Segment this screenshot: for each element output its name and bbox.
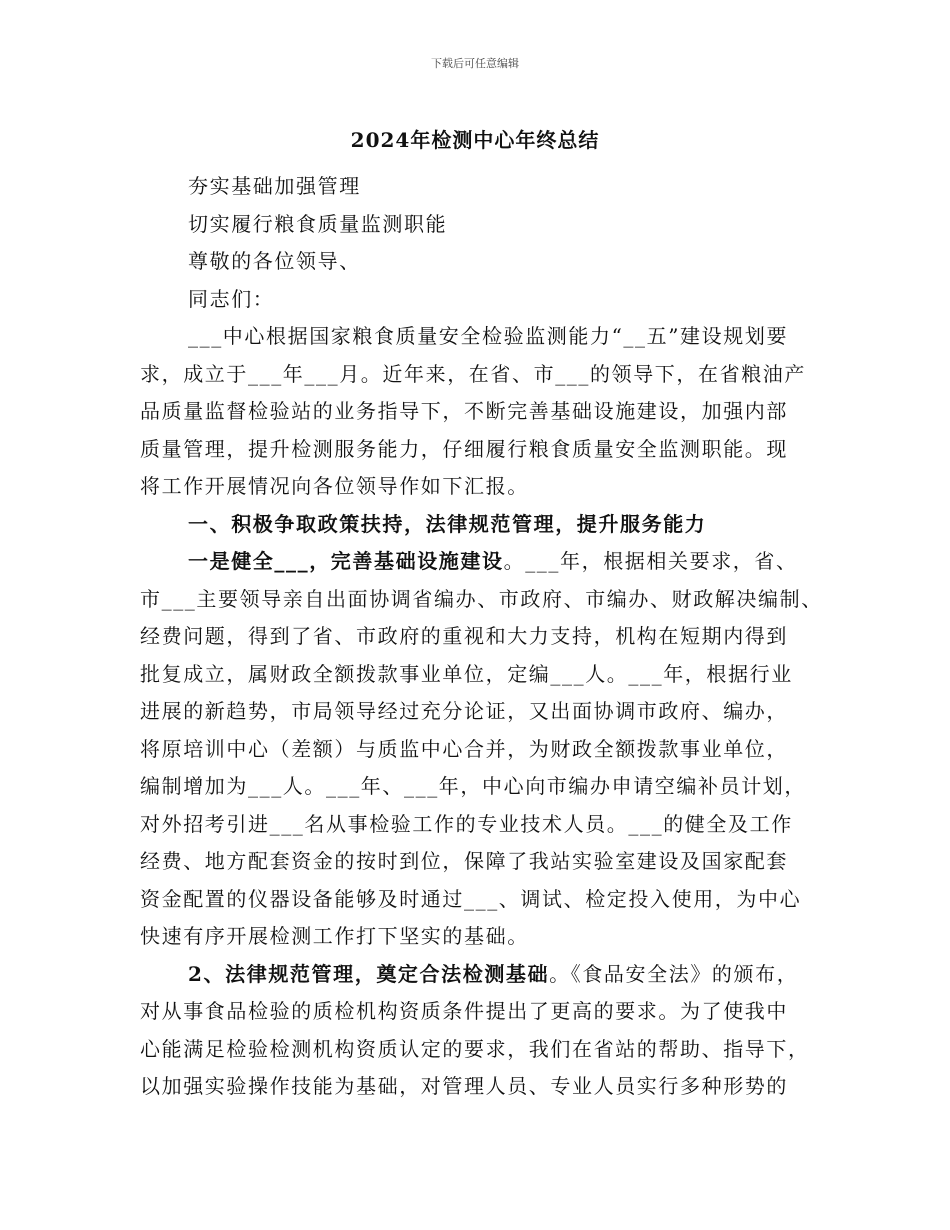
text-line	[140, 468, 830, 506]
line-text: 快速有序开展检测工作打下坚实的基础。	[140, 924, 529, 948]
text-line	[140, 806, 830, 844]
line-text: 。___年，根据相关要求，省、	[503, 549, 798, 573]
line-text: 求，成立于___年___月。近年来，在省、市___的领导下，在省粮油产	[140, 361, 806, 386]
document-title: 2024年检测中心年终总结	[350, 128, 600, 152]
text-line	[140, 956, 830, 994]
text-line	[140, 1031, 830, 1069]
text-line	[140, 768, 830, 806]
line-text: 心能满足检验检测机构资质认定的要求，我们在省站的帮助、指导下，	[140, 1036, 810, 1061]
bold-heading-text: 一是健全___，完善基础设施建设	[188, 549, 504, 573]
text-line	[140, 843, 830, 881]
page-header: 下载后可任意编辑	[431, 57, 519, 70]
text-line	[140, 918, 830, 956]
line-text: 切实履行粮食质量监测职能	[188, 211, 448, 236]
bold-heading-text: 2、法律规范管理，奠定合法检测基础	[188, 961, 550, 986]
text-line	[140, 431, 830, 469]
line-text: 对外招考引进___名从事检验工作的专业技术人员。___的健全及工作	[140, 811, 793, 836]
text-line	[140, 581, 830, 619]
text-line	[140, 206, 830, 244]
line-text: 夯实基础加强管理	[188, 174, 361, 198]
line-text: 。《食品安全法》的颁布，	[549, 961, 799, 986]
line-text: 质量管理，提升检测服务能力，仔细履行粮食质量安全监测职能。现	[140, 436, 788, 461]
line-text: 同志们：	[188, 286, 275, 311]
line-text: 市___主要领导亲自出面协调省编办、市政府、市编办、财政解决编制、	[140, 586, 823, 611]
text-line	[140, 356, 830, 394]
line-text: 编制增加为___人。___年、___年，中心向市编办申请空编补员计划，	[140, 774, 806, 798]
bold-heading-text: 一、积极争取政策扶持，法律规范管理，提升服务能力	[188, 511, 707, 536]
line-text: 进展的新趋势，市局领导经过充分论证，又出面协调市政府、编办，	[140, 699, 788, 723]
line-text: 经费问题，得到了省、市政府的重视和大力支持，机构在短期内得到	[140, 624, 788, 648]
line-text: 将原培训中心（差额）与质监中心合并，为财政全额拨款事业单位，	[140, 736, 788, 761]
text-line	[140, 656, 830, 694]
line-text: 批复成立，属财政全额拨款事业单位，定编___人。___年，根据行业	[140, 661, 793, 686]
text-line	[140, 881, 830, 919]
line-text: ___中心根据国家粮食质量安全检验监测能力“__五”建设规划要	[188, 324, 789, 348]
document-body	[140, 168, 830, 1106]
text-line	[140, 243, 830, 281]
text-line	[140, 1068, 830, 1106]
text-line	[140, 318, 830, 356]
text-line	[140, 168, 830, 206]
line-text: 经费、地方配套资金的按时到位，保障了我站实验室建设及国家配套	[140, 849, 788, 873]
line-text: 尊敬的各位领导、	[188, 249, 361, 273]
text-line	[140, 393, 830, 431]
text-line	[140, 693, 830, 731]
line-text: 品质量监督检验站的业务指导下，不断完善基础设施建设，加强内部	[140, 399, 788, 423]
text-line	[140, 543, 830, 581]
text-line	[140, 506, 830, 544]
line-text: 将工作开展情况向各位领导作如下汇报。	[140, 474, 529, 498]
line-text: 以加强实验操作技能为基础，对管理人员、专业人员实行多种形势的	[140, 1074, 788, 1098]
text-line	[140, 618, 830, 656]
line-text: 资金配置的仪器设备能够及时通过___、调试、检定投入使用，为中心	[140, 886, 802, 911]
text-line	[140, 731, 830, 769]
text-line	[140, 281, 830, 319]
line-text: 对从事食品检验的质检机构资质条件提出了更高的要求。为了使我中	[140, 999, 788, 1023]
text-line	[140, 993, 830, 1031]
